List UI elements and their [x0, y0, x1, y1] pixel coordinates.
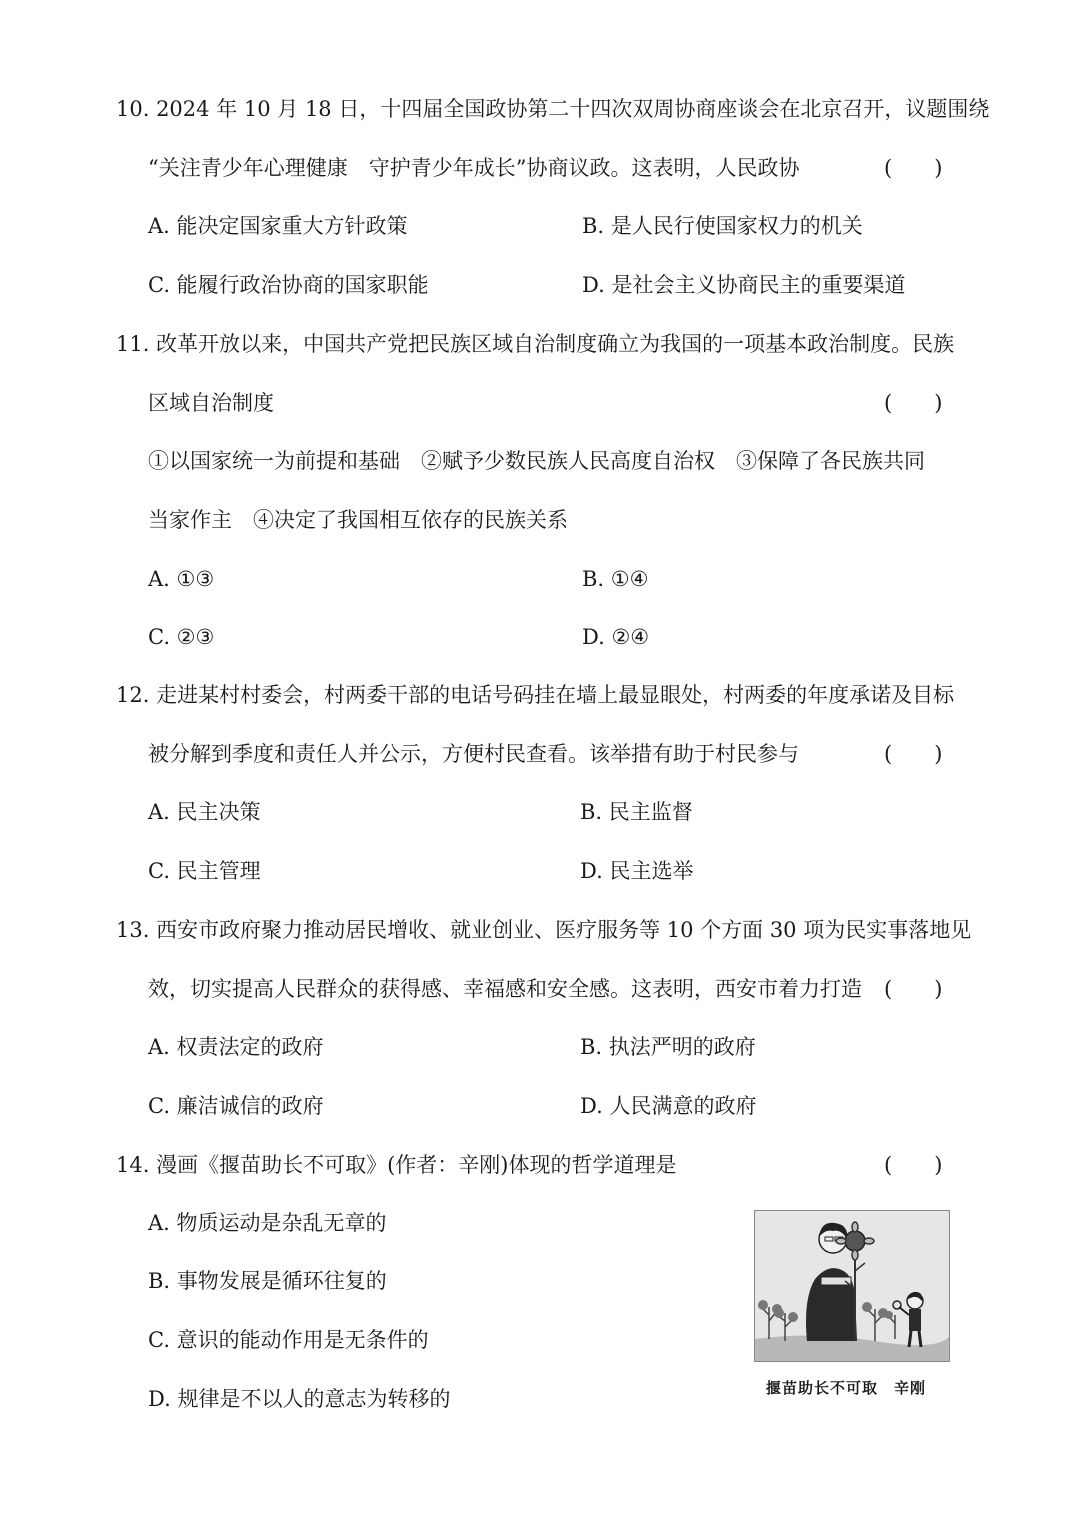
q12-stem-line1: 12. 走进某村村委会，村两委干部的电话号码挂在墙上最显眼处，村两委的年度承诺及目标 — [116, 683, 955, 707]
cartoon-caption: 揠苗助长不可取 辛刚 — [766, 1379, 927, 1397]
q13-stem-line1: 13. 西安市政府聚力推动居民增收、就业创业、医疗服务等 10 个方面 30 项为民实事落地见 — [116, 918, 972, 942]
q13-option-d: D. 人民满意的政府 — [580, 1094, 757, 1118]
q11-stem-line2: 区域自治制度 — [148, 391, 274, 415]
q12-stem-line2: 被分解到季度和责任人并公示，方便村民查看。该举措有助于村民参与 — [148, 742, 799, 766]
q14-stem-line1: 14. 漫画《揠苗助长不可取》(作者：辛刚)体现的哲学道理是 — [116, 1153, 677, 1177]
q12-answer-parens: ( ) — [884, 742, 943, 766]
q11-option-b: B. ①④ — [582, 567, 649, 591]
q10-option-c: C. 能履行政治协商的国家职能 — [148, 273, 429, 297]
q11-answer-parens: ( ) — [884, 391, 943, 415]
q13-option-b: B. 执法严明的政府 — [580, 1035, 756, 1059]
q10-stem-line1: 10. 2024 年 10 月 18 日，十四届全国政协第二十四次双周协商座谈会在北京召开，议题围绕 — [116, 97, 990, 121]
q14-option-d: D. 规律是不以人的意志为转移的 — [148, 1387, 451, 1411]
q12-option-c: C. 民主管理 — [148, 859, 261, 883]
q11-stem-line1: 11. 改革开放以来，中国共产党把民族区域自治制度确立为我国的一项基本政治制度。民族 — [116, 332, 955, 356]
q10-option-a: A. 能决定国家重大方针政策 — [148, 214, 408, 238]
q10-option-b: B. 是人民行使国家权力的机关 — [582, 214, 863, 238]
cartoon-illustration — [754, 1210, 950, 1362]
q12-option-b: B. 民主监督 — [580, 800, 693, 824]
q11-statements-line2: 当家作主 ④决定了我国相互依存的民族关系 — [148, 508, 568, 532]
q11-option-c: C. ②③ — [148, 625, 215, 649]
q11-statements-line1: ①以国家统一为前提和基础 ②赋予少数民族人民高度自治权 ③保障了各民族共同 — [148, 449, 925, 473]
q13-stem-line2: 效，切实提高人民群众的获得感、幸福感和安全感。这表明，西安市着力打造 — [148, 977, 862, 1001]
q11-option-d: D. ②④ — [582, 625, 650, 649]
q12-option-a: A. 民主决策 — [148, 800, 261, 824]
q10-stem-line2: “关注青少年心理健康 守护青少年成长”协商议政。这表明，人民政协 — [148, 156, 800, 180]
q10-option-d: D. 是社会主义协商民主的重要渠道 — [582, 273, 906, 297]
q13-option-c: C. 廉洁诚信的政府 — [148, 1094, 324, 1118]
q14-option-a: A. 物质运动是杂乱无章的 — [148, 1211, 387, 1235]
q11-option-a: A. ①③ — [148, 567, 215, 591]
q13-option-a: A. 权责法定的政府 — [148, 1035, 324, 1059]
q12-option-d: D. 民主选举 — [580, 859, 694, 883]
q10-answer-parens: ( ) — [884, 156, 943, 180]
q14-answer-parens: ( ) — [884, 1153, 943, 1177]
q13-answer-parens: ( ) — [884, 977, 943, 1001]
cartoon-drawing — [755, 1211, 949, 1361]
q14-option-c: C. 意识的能动作用是无条件的 — [148, 1328, 429, 1352]
q14-option-b: B. 事物发展是循环往复的 — [148, 1269, 387, 1293]
